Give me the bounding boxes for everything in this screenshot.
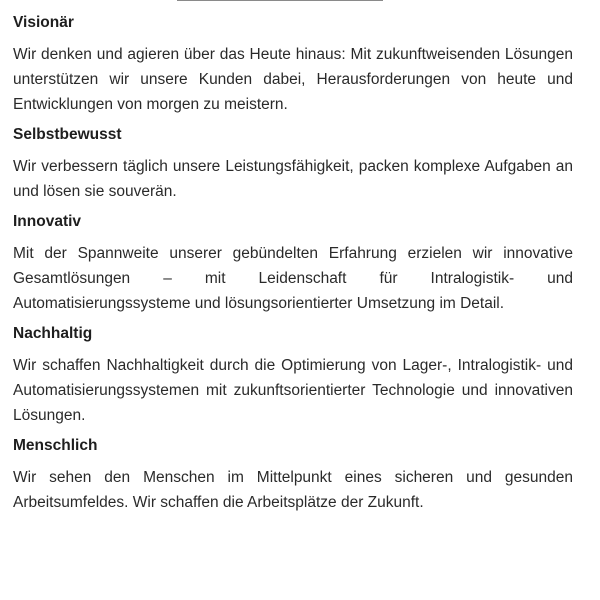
section-menschlich bbox=[13, 436, 573, 515]
section-innovativ bbox=[13, 212, 573, 316]
section-text: Wir sehen den Menschen im Mittelpunkt eines sicheren und gesunden Arbeitsumfeldes. Wir schaffen die Arbeitsplätze der Zukunft. bbox=[13, 469, 573, 511]
section-text: Wir verbessern täglich unsere Leistungsfähigkeit, packen komplexe Aufgaben an und lösen sie souverän. bbox=[13, 158, 573, 200]
section-selbstbewusst bbox=[13, 125, 573, 204]
section-text: Wir schaffen Nachhaltigkeit durch die Optimierung von Lager-, Intralogistik- und Automatisierungssystemen mit zukunftsorientierter Technologie und innovativen Lösungen. bbox=[13, 357, 573, 424]
section-nachhaltig bbox=[13, 324, 573, 428]
top-divider bbox=[177, 0, 383, 1]
section-text: Mit der Spannweite unserer gebündelten Erfahrung erzielen wir innovative Gesamtlösungen – mit Leidenschaft für Intralogistik- und Automatisierungssysteme und lösungsorientierter Umsetzung im Detail. bbox=[13, 245, 573, 312]
section-text: Wir denken und agieren über das Heute hinaus: Mit zukunftweisenden Lösungen unterstützen wir unsere Kunden dabei, Herausforderungen von heute und Entwicklungen von morgen zu meistern. bbox=[13, 46, 573, 113]
section-heading: Nachhaltig bbox=[13, 325, 93, 342]
section-heading: Visionär bbox=[13, 14, 74, 31]
values-list bbox=[13, 13, 573, 523]
section-heading: Innovativ bbox=[13, 213, 82, 230]
section-visionaer bbox=[13, 13, 573, 117]
section-heading: Menschlich bbox=[13, 437, 98, 454]
section-heading: Selbstbewusst bbox=[13, 126, 122, 143]
